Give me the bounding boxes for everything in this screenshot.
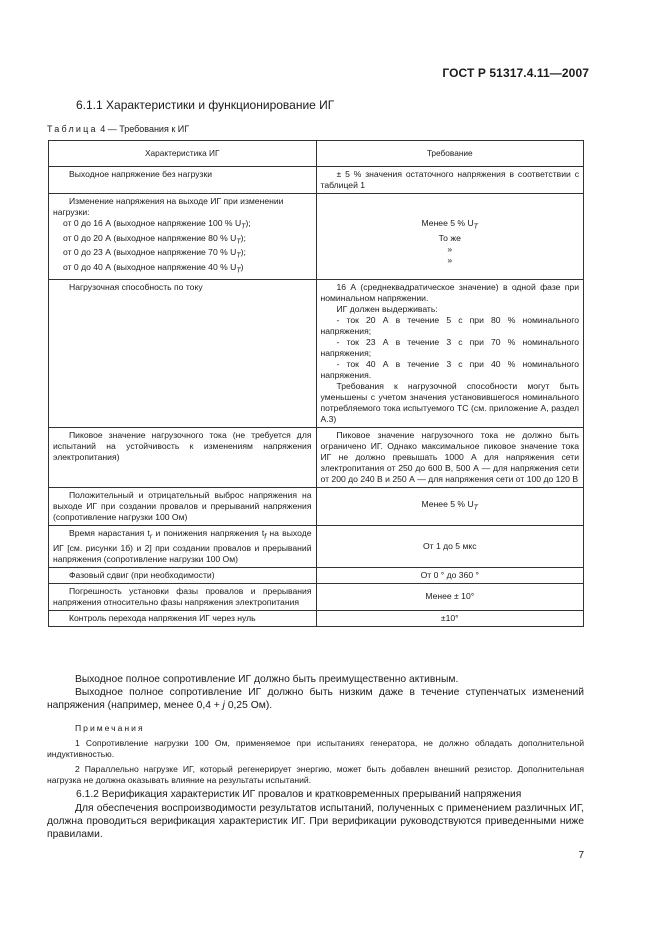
row9-characteristic: Контроль перехода напряжения ИГ через нуль [49, 610, 317, 626]
row5-requirement: Менее 5 % $U_T$ [316, 487, 584, 525]
row7-requirement: От 0 ° до 360 ° [316, 567, 584, 583]
table-row [49, 610, 584, 626]
row9-requirement: ±10° [316, 610, 584, 626]
row6-requirement: От 1 до 5 мкс [316, 525, 584, 567]
table-row [49, 279, 584, 427]
row3-para: 16 А (среднеквадратическое значение) в одной фазе при номинальном напряжении. [320, 281, 579, 303]
table-row [49, 583, 584, 610]
row3-requirement [316, 279, 584, 427]
table-row [49, 194, 584, 280]
row2-line2: от 0 до 20 А (выходное напряжение 80 % $U_T$); [63, 232, 246, 246]
row6-characteristic: Время нарастания $t_r$ и понижения напряжения $t_f$ на выходе ИГ [см. рисунки 1б) и 2] при создании провалов и прерываний напряжения (сопротивление нагрузки 100 Ом) [49, 525, 317, 567]
table-row [49, 427, 584, 487]
note-1: 1 Сопротивление нагрузки 100 Ом, применяемое при испытаниях генератора, не должно обладать дополнительной индуктивностью. [47, 737, 584, 759]
verification-paragraph [47, 802, 584, 841]
row2-requirement [316, 194, 584, 280]
body-paragraphs [47, 673, 584, 712]
col-header-characteristic: Характеристика ИГ [49, 141, 317, 167]
row3-para: Требования к нагрузочной способности могут быть уменьшены с учетом значения установившегося номинального потребляемого тока испытуемого ТС (см. приложение А, раздел А.3) [320, 380, 579, 424]
requirements-table [48, 140, 584, 627]
row7-characteristic: Фазовый сдвиг (при необходимости) [49, 567, 317, 583]
note-2: 2 Параллельно нагрузке ИГ, который регенерирует энергию, может быть добавлен внешний резистор. Дополнительная нагрузка не должна оказывать влияние на результаты испытаний. [47, 763, 584, 785]
table-row [49, 525, 584, 567]
row2-line3: от 0 до 23 А (выходное напряжение 70 % $U_T$); [63, 247, 246, 261]
notes-heading: Примечания [75, 723, 145, 733]
paragraph-verification: Для обеспечения воспроизводимости результатов испытаний, полученных с применением различных ИГ, должна проводиться верификация характеристик ИГ. При верификации руководствуются приведенными ниже правилами. [47, 803, 584, 840]
row2-intro: Изменение напряжения на выходе ИГ при изменении нагрузки: [53, 196, 284, 217]
row3-para: ИГ должен выдерживать: [336, 303, 438, 314]
table-caption-label: Таблица [47, 124, 98, 134]
row2-req2: То же [438, 232, 461, 243]
page-number: 7 [578, 850, 584, 861]
row8-characteristic: Погрешность установки фазы провалов и прерывания напряжения относительно фазы напряжения электропитания [49, 583, 317, 610]
row2-line4: от 0 до 40 А (выходное напряжение 40 % $U_T$) [63, 262, 244, 275]
table-row [49, 167, 584, 194]
table-row [49, 487, 584, 525]
paragraph-impedance-low: Выходное полное сопротивление ИГ должно быть низким даже в течение ступенчатых изменений напряжения (например, менее 0,4 + j 0,25 Ом). [47, 687, 584, 711]
row2-req3: » [447, 243, 453, 254]
col-header-requirement: Требование [316, 141, 584, 167]
table-header-row [49, 141, 584, 167]
row3-para: - ток 23 А в течение 3 с при 70 % номинального напряжения; [320, 336, 579, 358]
table-row [49, 567, 584, 583]
row2-req4: » [447, 254, 453, 265]
row1-characteristic: Выходное напряжение без нагрузки [49, 167, 317, 194]
row3-para: - ток 40 А в течение 3 с при 40 % номинального напряжения. [320, 358, 579, 380]
row3-para: - ток 20 А в течение 5 с при 80 % номинального напряжения; [320, 314, 579, 336]
row8-requirement: Менее ± 10° [316, 583, 584, 610]
subsection-title: 6.1.2 Верификация характеристик ИГ провалов и кратковременных прерываний напряжения [76, 789, 522, 800]
row1-requirement: ± 5 % значения остаточного напряжения в соответствии с таблицей 1 [316, 167, 584, 194]
table-caption [47, 124, 189, 134]
row2-req1: Менее 5 % $U_T$ [421, 218, 478, 231]
section-title: 6.1.1 Характеристики и функционирование ИГ [76, 98, 335, 112]
row3-characteristic: Нагрузочная способность по току [49, 279, 317, 427]
document-header: ГОСТ Р 51317.4.11—2007 [442, 66, 589, 80]
row2-characteristic [49, 194, 317, 280]
table-caption-text: 4 — Требования к ИГ [97, 124, 190, 134]
paragraph-impedance-active: Выходное полное сопротивление ИГ должно быть преимущественно активным. [75, 674, 459, 685]
row5-characteristic: Положительный и отрицательный выброс напряжения на выходе ИГ при создании провалов и прерываний напряжения (сопротивление нагрузки 100 Ом) [49, 487, 317, 525]
notes-block [47, 723, 584, 787]
row4-requirement: Пиковое значение нагрузочного тока не должно быть ограничено ИГ. Однако максимальное пиковое значение тока ИГ не должно превышать 1000 А для напряжения сети электропитания от 250 до 600 В, 500 А — для напряжения сети от 200 до 240 В и 250 А — для напряжения сети от 100 до 120 В [316, 427, 584, 487]
row2-line1: от 0 до 16 А (выходное напряжение 100 % $U_T$); [63, 218, 251, 231]
row4-characteristic: Пиковое значение нагрузочного тока (не требуется для испытаний на устойчивость к изменениям напряжения электропитания) [49, 427, 317, 487]
